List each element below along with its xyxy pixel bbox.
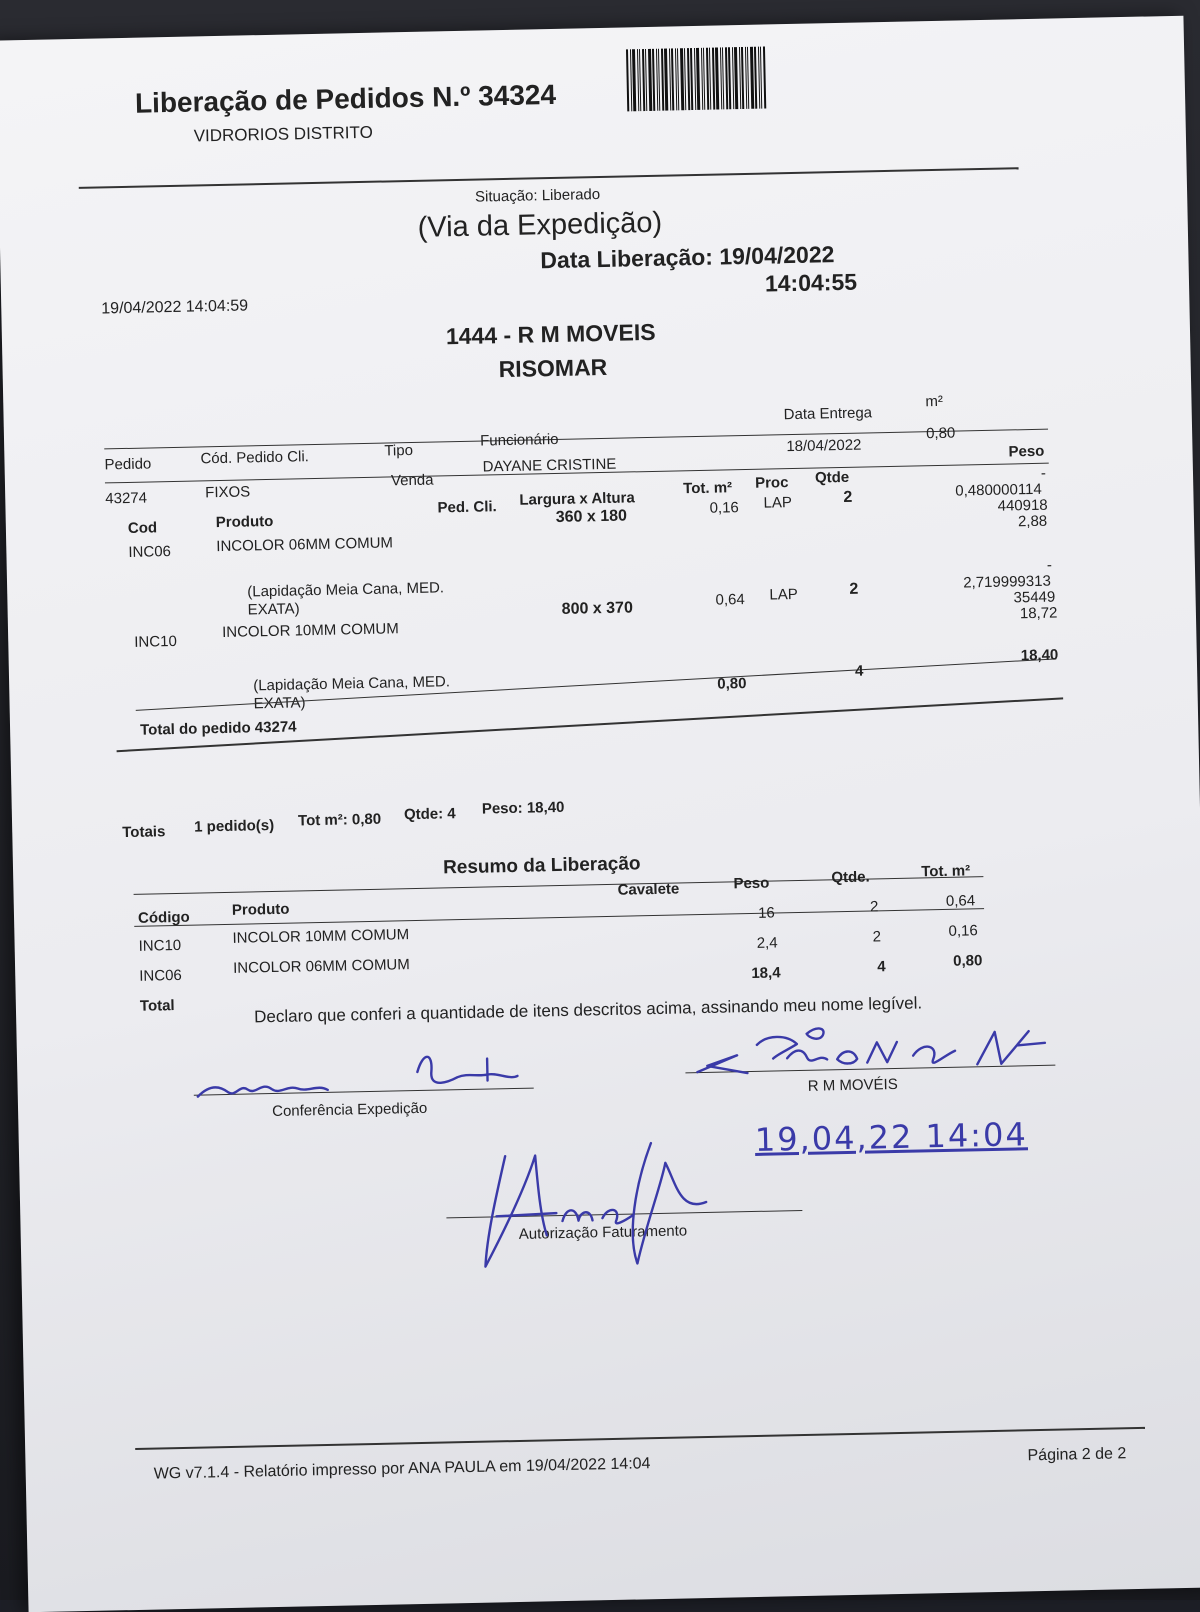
item-proc: LAP	[763, 494, 793, 512]
col-proc: Proc	[754, 474, 789, 492]
item-cod: INC10	[134, 632, 178, 651]
order-total-m2: 0,80	[717, 675, 747, 693]
barcode-bar	[626, 49, 629, 111]
funcionario-value: DAYANE CRISTINE	[482, 455, 617, 476]
item-peso-line2: 35449	[1013, 588, 1056, 607]
barcode-bar	[754, 47, 757, 109]
item-obs-line2: EXATA)	[247, 600, 300, 619]
signature-cliente	[676, 1008, 1087, 1087]
summary-title: Resumo da Liberação	[442, 853, 641, 879]
data-entrega-value: 18/04/2022	[786, 436, 862, 456]
barcode-bar	[703, 48, 705, 110]
item-obs-line1: (Lapidação Meia Cana, MED.	[253, 673, 451, 695]
barcode-bar	[664, 49, 668, 111]
via-label: (Via da Expedição)	[417, 206, 663, 244]
summary-total-label: Total	[139, 997, 175, 1015]
barcode-bar	[632, 49, 636, 111]
order-header-line	[104, 429, 1048, 450]
item-peso-line3: 18,72	[1019, 604, 1058, 623]
barcode-bar	[652, 49, 655, 111]
col-pedido: Pedido	[104, 455, 152, 474]
barcode-bar	[763, 47, 766, 109]
signature-conferencia	[187, 1039, 548, 1107]
summary-qtde: 2	[872, 928, 882, 946]
handwritten-date: 19,04,22 14:04	[754, 1115, 1029, 1159]
item-peso-line1: 2,719999313	[963, 572, 1051, 592]
item-qtde: 2	[849, 580, 859, 598]
summary-peso: 2,4	[756, 934, 778, 952]
summary-produto: INCOLOR 06MM COMUM	[232, 956, 410, 977]
summary-col-produto: Produto	[231, 900, 290, 919]
totals-pedidos: 1 pedido(s)	[194, 816, 275, 836]
page-number: Página 2 de 2	[1027, 1445, 1127, 1465]
pedido-value: 43274	[105, 489, 148, 508]
m2-value: 0,80	[925, 424, 956, 443]
summary-codigo: INC06	[139, 966, 182, 985]
barcode-bar	[639, 49, 641, 111]
print-timestamp: 19/04/2022 14:04:59	[101, 297, 249, 318]
item-peso-dash: -	[1046, 556, 1053, 574]
item-peso-line1: 0,480000114	[955, 480, 1042, 500]
summary-total-qtde: 4	[877, 958, 886, 976]
col-tipo: Tipo	[384, 441, 414, 460]
item-peso-dash: -	[1040, 464, 1047, 482]
cod-pedido-value: FIXOS	[205, 483, 251, 502]
tipo-value: Venda	[390, 471, 434, 490]
document-title: Liberação de Pedidos N.º 34324	[134, 78, 557, 119]
item-proc: LAP	[769, 585, 798, 604]
col-data-entrega: Data Entrega	[783, 404, 873, 424]
barcode-bar	[690, 48, 693, 110]
signature-label-cliente: R M MOVÉIS	[807, 1075, 898, 1095]
barcode-bar	[760, 47, 762, 109]
item-tot-m2: 0,16	[709, 499, 739, 517]
col-tot-m2: Tot. m²	[683, 479, 733, 498]
item-tot-m2: 0,64	[715, 591, 745, 609]
header-divider	[79, 167, 1019, 189]
barcode-bar	[741, 47, 744, 109]
col-ped-cli: Ped. Cli.	[437, 498, 497, 517]
summary-peso: 16	[757, 904, 775, 922]
signature-label-conferencia: Conferência Expedição	[271, 1099, 428, 1121]
barcode-bar	[671, 48, 674, 110]
signature-autorizacao	[465, 1122, 728, 1277]
barcode-bar	[658, 49, 660, 111]
barcode-bar	[715, 47, 719, 109]
item-produto: INCOLOR 10MM COMUM	[221, 620, 399, 641]
barcode-bar	[722, 47, 724, 109]
totals-m2: Tot m²: 0,80	[297, 810, 382, 830]
barcode-bar	[734, 47, 738, 109]
summary-codigo: INC10	[138, 936, 182, 955]
summary-col-qtde: Qtde.	[831, 868, 870, 887]
client-line-1: 1444 - R M MOVEIS	[445, 318, 656, 350]
barcode-bar	[728, 47, 731, 109]
summary-total-tot-m2: 0,80	[952, 952, 983, 970]
declaration-text: Declaro que conferi a quantidade de itens descritos acima, assinando meu nome legível.	[253, 993, 923, 1027]
summary-col-tot-m2: Tot. m²	[921, 862, 971, 881]
col-largura-altura: Largura x Altura	[519, 489, 635, 509]
item-obs-line1: (Lapidação Meia Cana, MED.	[247, 579, 445, 601]
totals-label: Totais	[122, 823, 166, 842]
barcode	[626, 46, 767, 111]
totals-peso: Peso: 18,40	[481, 798, 565, 818]
barcode-bar	[684, 48, 686, 110]
col-cod-pedido: Cód. Pedido Cli.	[200, 448, 310, 468]
item-medida: 360 x 180	[555, 507, 628, 526]
barcode-bar	[645, 49, 647, 111]
barcode-bar	[709, 48, 711, 110]
col-peso: Peso	[1008, 442, 1045, 461]
footer-divider	[135, 1427, 1145, 1450]
summary-col-codigo: Código	[137, 908, 190, 927]
summary-produto: INCOLOR 10MM COMUM	[232, 926, 410, 947]
totals-qtde: Qtde: 4	[403, 805, 456, 824]
barcode-bar	[747, 47, 749, 109]
company-name: VIDRORIOS DISTRITO	[193, 122, 374, 146]
order-total-label: Total do pedido 43274	[139, 718, 297, 739]
summary-tot-m2: 0,64	[945, 892, 976, 910]
order-total-qtde: 4	[854, 662, 864, 680]
summary-col-peso: Peso	[733, 874, 770, 893]
release-time: 14:04:55	[764, 268, 858, 297]
col-cod: Cod	[127, 519, 158, 537]
item-medida: 800 x 370	[561, 599, 634, 618]
item-obs-line2: EXATA)	[253, 694, 306, 713]
item-peso-line2: 440918	[997, 496, 1048, 515]
status-text: Situação: Liberado	[474, 185, 601, 206]
printed-document	[0, 16, 1200, 1612]
summary-tot-m2: 0,16	[948, 922, 978, 940]
item-produto: INCOLOR 06MM COMUM	[216, 534, 394, 556]
item-peso-line3: 2,88	[1017, 512, 1048, 531]
barcode-bar	[677, 48, 679, 110]
footer-left-text: WG v7.1.4 - Relatório impresso por ANA PAULA em 19/04/2022 14:04	[153, 1455, 651, 1483]
item-qtde: 2	[843, 488, 853, 506]
col-funcionario: Funcionário	[479, 430, 559, 450]
col-m2: m²	[925, 392, 944, 411]
summary-total-peso: 18,4	[751, 964, 781, 982]
col-produto: Produto	[215, 512, 274, 532]
barcode-bar	[696, 48, 700, 110]
col-qtde: Qtde	[814, 468, 850, 487]
summary-qtde: 2	[869, 898, 879, 916]
summary-col-cavalete: Cavalete	[617, 880, 680, 899]
release-date: Data Liberação: 19/04/2022	[540, 241, 835, 274]
order-total-peso: 18,40	[1020, 646, 1059, 665]
item-cod: INC06	[128, 543, 172, 561]
client-line-2: RISOMAR	[498, 353, 608, 383]
signature-label-autorizacao: Autorização Faturamento	[518, 1222, 688, 1243]
